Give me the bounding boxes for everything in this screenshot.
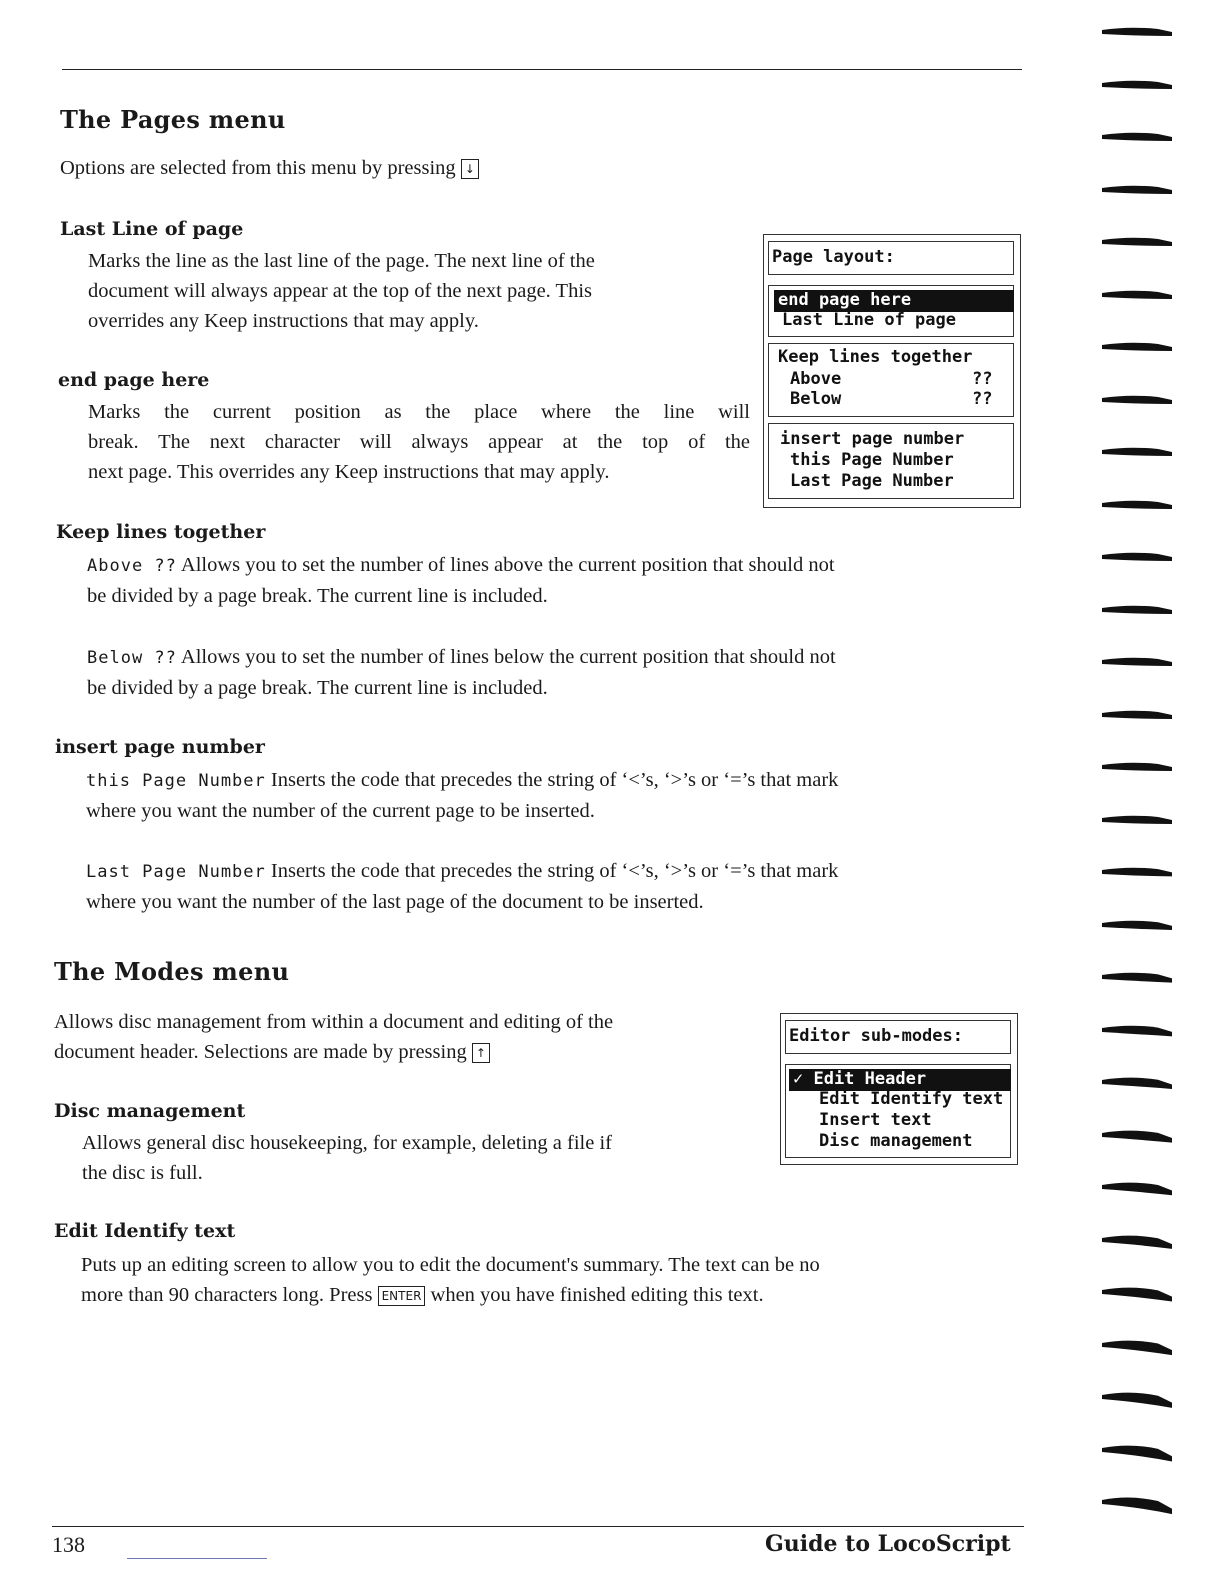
up-arrow-key-icon: ↑	[472, 1043, 490, 1063]
last-page-number-desc: Last Page Number Inserts the code that precedes the string of ‘<’s, ‘>’s or ‘=’s that mark where you want the number of the last page of the document to be inserted.	[86, 860, 839, 913]
end-page-desc: Marks the current position as the place where the line will break. The next character will always appear at the top of the next page. This overrides any Keep instructions that may apply.	[88, 401, 750, 483]
modes-menu-title: The Modes menu	[54, 957, 290, 986]
top-rule	[62, 69, 1022, 70]
below-label: Below ??	[87, 648, 177, 668]
insert-page-number-heading: insert page number	[55, 736, 265, 758]
menu-item-this-page-number[interactable]: this Page Number	[790, 450, 954, 470]
this-page-number-label: this Page Number	[86, 771, 266, 791]
menu-above-value: ??	[972, 369, 993, 389]
keep-lines-heading: Keep lines together	[56, 521, 266, 543]
last-page-number-label: Last Page Number	[86, 862, 266, 882]
page-layout-title: Page layout:	[772, 247, 895, 267]
menu-keep-title[interactable]: Keep lines together	[778, 347, 973, 367]
menu-item-edit-identify-text[interactable]: Edit Identify text	[819, 1089, 1004, 1109]
disc-management-desc: Allows general disc housekeeping, for example, deleting a file if the disc is full.	[82, 1132, 612, 1184]
edit-identify-heading: Edit Identify text	[54, 1220, 236, 1242]
menu-item-last-line[interactable]: Last Line of page	[782, 310, 956, 330]
end-page-heading: end page here	[58, 369, 210, 391]
editor-submodes-menu	[780, 1013, 1018, 1165]
footer-accent-line	[127, 1558, 267, 1559]
modes-menu-intro: Allows disc management from within a document and editing of the document header. Selections are made by pressing ↑	[54, 1011, 614, 1063]
menu-item-insert-text[interactable]: Insert text	[819, 1110, 932, 1130]
pages-menu-intro: Options are selected from this menu by pressing ↓	[60, 153, 479, 183]
down-arrow-key-icon: ↓	[461, 159, 479, 179]
editor-menu-title: Editor sub-modes:	[789, 1026, 963, 1046]
menu-item-disc-management[interactable]: Disc management	[819, 1131, 973, 1151]
pages-menu-title: The Pages menu	[60, 105, 286, 134]
disc-management-heading: Disc management	[54, 1100, 246, 1122]
enter-key-icon: ENTER	[378, 1286, 426, 1306]
page-number: 138	[52, 1532, 85, 1557]
this-page-number-desc: this Page Number Inserts the code that precedes the string of ‘<’s, ‘>’s or ‘=’s that mark where you want the number of the current page to be inserted.	[86, 769, 839, 822]
menu-insert-title[interactable]: insert page number	[780, 429, 965, 449]
menu-item-last-page-number[interactable]: Last Page Number	[790, 471, 954, 491]
last-line-heading: Last Line of page	[60, 218, 244, 240]
menu-item-end-page-here[interactable]: end page here	[774, 290, 1014, 312]
menu-below-value: ??	[972, 389, 993, 409]
keep-below-desc: Below ?? Allows you to set the number of lines below the current position that should not be divided by a page break. The current line is included.	[87, 646, 836, 699]
book-title: Guide to LocoScript	[765, 1531, 1011, 1557]
edit-identify-desc: Puts up an editing screen to allow you to edit the document's summary. The text can be no more than 90 characters long. Press ENTER when you have finished editing this text.	[81, 1254, 820, 1306]
page-layout-menu	[763, 234, 1021, 508]
last-line-desc: Marks the line as the last line of the page. The next line of the document will always appear at the top of the next page. This overrides any Keep instructions that may apply.	[88, 250, 595, 332]
menu-item-below[interactable]: Below	[790, 389, 842, 409]
keep-above-desc: Above ?? Allows you to set the number of lines above the current position that should not be divided by a page break. The current line is included.	[87, 554, 835, 607]
menu-item-above[interactable]: Above	[790, 369, 842, 389]
menu-item-edit-header[interactable]: ✓ Edit Header	[789, 1069, 1011, 1091]
footer-rule	[52, 1526, 1024, 1527]
above-label: Above ??	[87, 556, 177, 576]
